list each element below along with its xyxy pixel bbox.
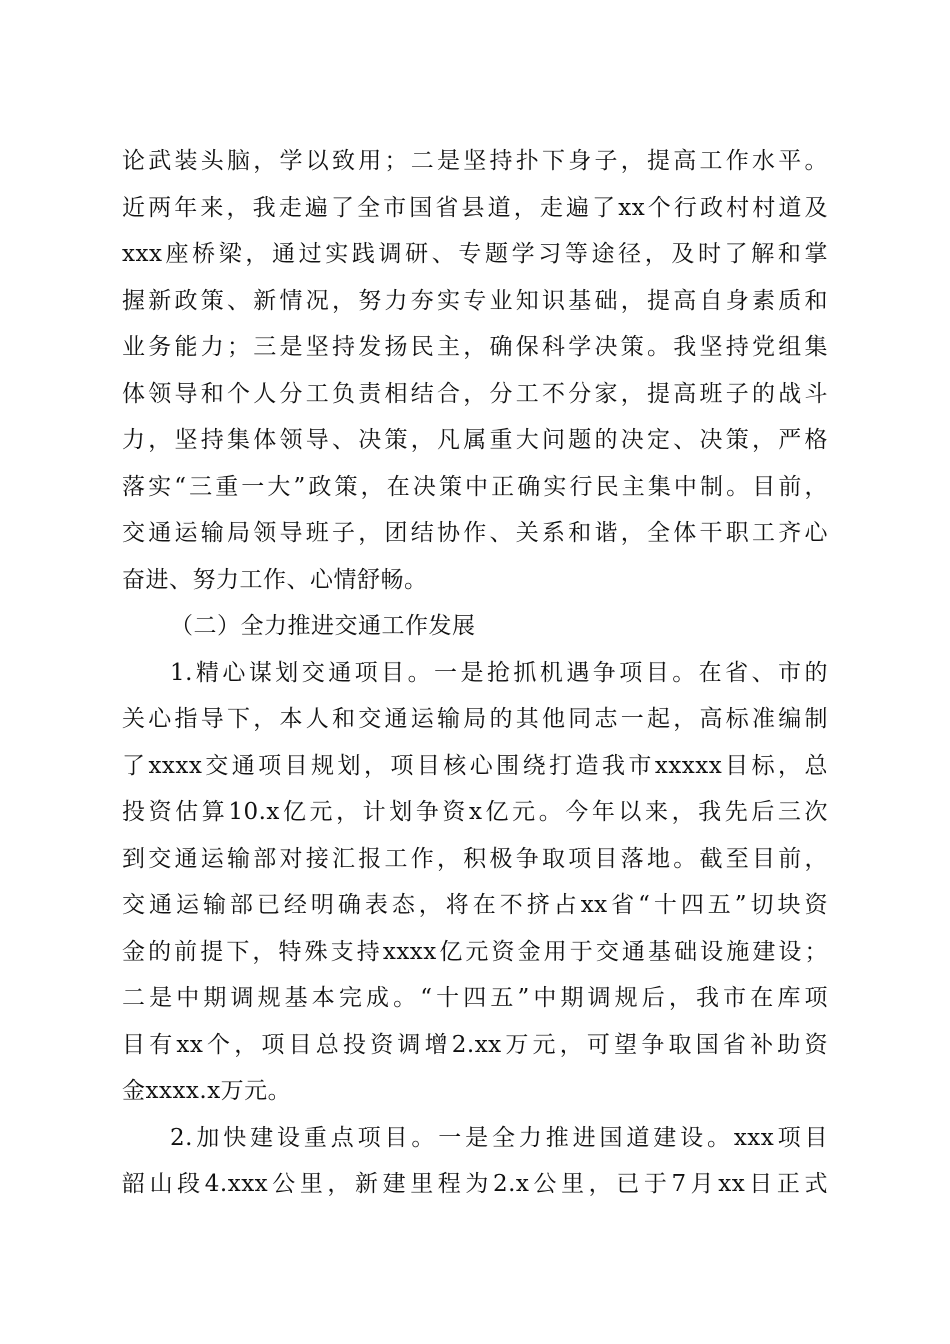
- paragraph-line: 交通运输部已经明确表态，将在不挤占xx省“十四五”切块资: [122, 892, 828, 918]
- paragraph-line: 论武装头脑，学以致用；二是坚持扑下身子，提高工作水平。: [122, 148, 828, 174]
- paragraph-line: 投资估算10.x亿元，计划争资x亿元。今年以来，我先后三次: [122, 799, 828, 825]
- paragraph-line: 金的前提下，特殊支持xxxx亿元资金用于交通基础设施建设；: [122, 939, 828, 965]
- paragraph-line: 奋进、努力工作、心情舒畅。: [122, 567, 428, 593]
- paragraph-line: 到交通运输部对接汇报工作，积极争取项目落地。截至目前，: [122, 846, 828, 872]
- paragraph-line: 金xxxx.x万元。: [122, 1078, 292, 1104]
- paragraph-line: 交通运输局领导班子，团结协作、关系和谐，全体干职工齐心: [122, 520, 828, 546]
- paragraph-line: 韶山段4.xxx公里，新建里程为2.x公里，已于7月xx日正式: [122, 1171, 828, 1197]
- paragraph-line: 体领导和个人分工负责相结合，分工不分家，提高班子的战斗: [122, 381, 828, 407]
- paragraph-line: 1.精心谋划交通项目。一是抢抓机遇争项目。在省、市的: [170, 660, 828, 686]
- paragraph-line: xxx座桥梁，通过实践调研、专题学习等途径，及时了解和掌: [122, 241, 828, 267]
- paragraph-line: 二是中期调规基本完成。“十四五”中期调规后，我市在库项: [122, 985, 828, 1011]
- paragraph-line: 2.加快建设重点项目。一是全力推进国道建设。xxx项目: [170, 1125, 828, 1151]
- paragraph-line: 落实“三重一大”政策，在决策中正确实行民主集中制。目前，: [122, 474, 828, 500]
- section-heading: （二）全力推进交通工作发展: [170, 613, 476, 639]
- paragraph-line: 握新政策、新情况，努力夯实专业知识基础，提高自身素质和: [122, 288, 828, 314]
- paragraph-line: 了xxxx交通项目规划，项目核心围绕打造我市xxxxx目标，总: [122, 753, 828, 779]
- paragraph-line: 业务能力；三是坚持发扬民主，确保科学决策。我坚持党组集: [122, 334, 828, 360]
- paragraph-line: 力，坚持集体领导、决策，凡属重大问题的决定、决策，严格: [122, 427, 828, 453]
- paragraph-line: 目有xx个，项目总投资调增2.xx万元，可望争取国省补助资: [122, 1032, 828, 1058]
- paragraph-line: 近两年来，我走遍了全市国省县道，走遍了xx个行政村村道及: [122, 195, 828, 221]
- paragraph-line: 关心指导下，本人和交通运输局的其他同志一起，高标准编制: [122, 706, 828, 732]
